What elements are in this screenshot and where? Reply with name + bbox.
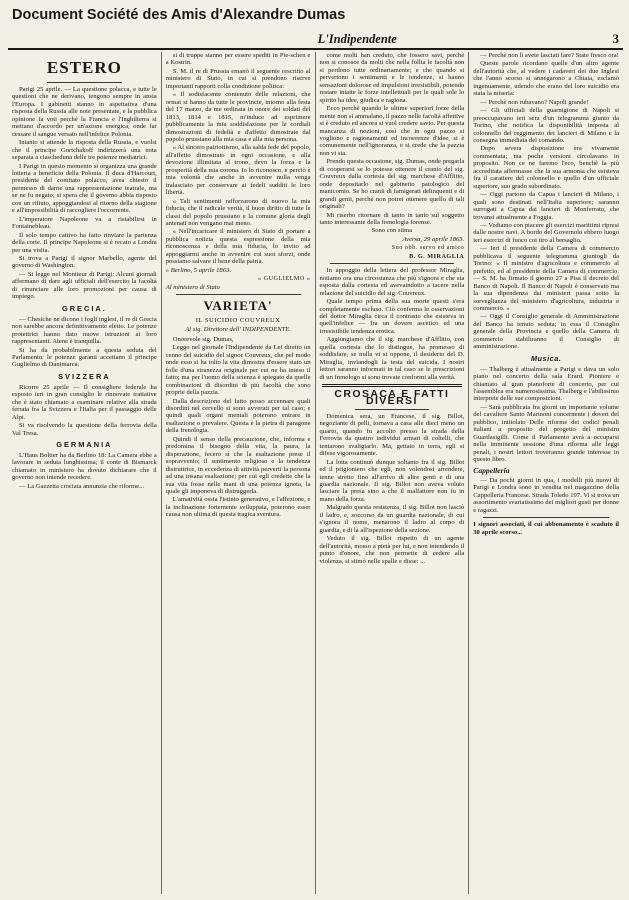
signature-subtitle: Al ministero di Stato <box>165 283 220 291</box>
paragraph: La lotta continuò dunque soltanto fra il sig. Billot ed il prigioniero che egli, non volendosi arrendere, tenne stretto fino all'arrivo di altre genti e di una guardia nazionale. Il sig. Billot non aveva voluto lasciare la presa sino a che il malfattore non fu in mano della forza. <box>319 458 465 503</box>
paragraph: L'imperatore Napoleone va a ristabilirsi in Fontainebleau. <box>12 215 157 231</box>
paragraph: « Al sincero patriottismo, alla salda fede del popolo, all'affetto dimostrato in ogni occasione, e alla devozione illimitata al trono, devo la forza e la prosperità della mia corona. Io lo riconosco, e perciò è mia volontà che anche in avvenire nulla venga tralasciato per conservare ai fedeli sudditi le loro libertà. <box>165 144 311 197</box>
dateline: Aversa, 29 aprile 1863. <box>402 235 465 243</box>
paragraph: In appoggio della lettera del professor Miraglia, notiamo ora una circostanza che più s'ignora e che sta esposta dalla cortesia ed avevaindotto a tacere nella relazione del suicidio del sig. Couvreux. <box>319 267 465 297</box>
paragraph: — Ieri il presidente della Camera di commercio pubblicava il seguente telegramma giuntogli da Torino: « Il ministro d'agricoltura e commercio al prefetto, ed al presidente della Camera di commercio. — S. M. ha firmato il giorno 27 a Pisa il decreto del Banco di Napoli. Il Banco di Napoli è conservato ma la sua dipendenza dai ministeri passa sotto la sorveglianza del ministero d'agricoltura, industria e commercio. » <box>473 245 619 312</box>
document-header <box>8 0 623 30</box>
newspaper-title: L'Indipendente <box>317 31 397 46</box>
page-number: 3 <box>612 31 619 46</box>
paragraph: — Oggi partono da Capua i lancieri di Milano, i quali sono destinati nell'Italia superiore; saranno surrogati a Capua dai lancieri di Monferrato, che trovansi attualmente a Foggia. <box>473 191 619 221</box>
paragraph: — La Gazzetta crociata annunzia che riforme... <box>19 482 145 490</box>
paragraph: Dopo severa disposizione era vivamente commentata; ma poche versioni circolavano in proposito. Non ce ne faremo l'eco, benchè la più accreditata affermasse che la sua armonia che esisteva fra il carattere del colonnello e quello d'un ufficiale superiore, suo grado subordinato. <box>473 145 619 190</box>
paragraph: come molti han creduto, che fossero savi, perchè non si conosce da molti che nella follia le facoltà non si perdono tutte ordinariamente; e che quando si pervertono i sentimenti e le tendenze, si hanno sensazioni dolorose ed impulsioni irresistibili, potendo restare intatte le forze intellettuali per le quali sole lo spirito ha idee, giudica e ragiona. <box>319 52 465 104</box>
section-title-musica: Musica. <box>530 353 562 363</box>
paragraph: Veduto il sig. Billot rispetto di un agente dell'autorità, mosso a pietà per lui, e non intendendo il punto d'onore, che non permette di cedere alla violenza, si stimò nelle spalle e disse: ... <box>319 535 465 565</box>
paragraph: Dalla descrizione del fatto posso accennare quali disordini nel cervello si sono avverati per tal caso; e quindi quali organi mentali poterono entrare in esaltazione o prevalere. Questa è la pietra di paragone della frenologia. <box>165 397 311 435</box>
paragraph: — Vediamo con piacere gli esercizi marittimi ripresi dalle nostre navi. A bordo del Governolo ebbero luogo ieri esercizi di fuoco coi tiro al bersaglio. <box>473 221 619 244</box>
paragraph: Si trova a Parigi il signor Marbello, agente del governo di Washington. <box>12 254 157 270</box>
section-title-cappelleria: Cappelleria <box>473 465 510 475</box>
paragraph: — Perchè non lì avete lasciati fare? State fresco ora! <box>480 52 619 59</box>
paragraph: S. M. il re di Prussia emanò il seguente rescritto al ministero di Stato, in cui si prendono riserve importanti rapporti colla condizione politica: <box>165 67 311 90</box>
paragraph: « Tali sentimenti rafforzarono di nuovo la mia fiducia, che il radicale verità, il buon diritto di tutte le classi del popolo prussiano e la comune gloria degli antenati non vengano mai meno. <box>165 197 311 227</box>
signature: « GUGLIELMO » <box>257 275 311 283</box>
paragraph: — Perchè non rubavano? Napoli grande! <box>480 98 589 106</box>
column-3 <box>316 52 470 894</box>
section-title-cronaca: CROSACA E FATTI DIVERSI <box>334 388 450 408</box>
paragraph: si di truppe stanno per essere spediti in Pie-schen e a Kostrin. <box>165 52 311 67</box>
section-title-svizzera: SVIZZERA <box>58 371 111 381</box>
section-title-grecia: GRECIA. <box>61 303 107 313</box>
divider <box>330 263 455 264</box>
column-2 <box>162 52 316 894</box>
paragraph: Prendo questa occasione, sig. Dumas, onde pregarla di cooperarsi se lo potesse ottenere il cranio del sig. Couvreux dalla cortesia del sig. marchese d'Afflitto, onde depositarlo nel gabinetto patologico del manicomio. Se ho cranii di famigerati delinquenti e di grandi genii, perchè non potrei ottenere quello di tali originali? <box>319 158 465 211</box>
divider <box>355 409 430 410</box>
closing: Sono con stima <box>371 227 413 235</box>
section-title-varieta: VARIETA' <box>203 298 273 314</box>
divider <box>47 82 122 83</box>
article-address: Al sig. Direttore dell' INDIPENDENTE. <box>185 325 291 333</box>
paragraph: « Il sodisfacente contenuto delle relazioni, che ormai si hanno da tutte le provincie, intorno alla festa del 17 marzo, da me ordinata in onore dei soldati del 1813, 1814 e 1815, m'induce ad esprimere pubblicamente la mia soddisfazione per le cordiali dimostrazioni di fedeltà e d'affetto dimostrate dal popolo prussiano alla mia casa e alla mia persona. <box>165 91 311 143</box>
paragraph: — Thalberg è attualmente a Parigi e dava un solo piano nel concerto della sala Erard. Pioniere e chiamato al gran pianoforte di concerto, per cui l'assemblea era numerosissima. Thalberg e l'abilissimo interprete delle sue composizioni. <box>473 365 619 403</box>
society-title: Document Société des Amis d'Alexandre Dumas <box>12 7 346 23</box>
closing-line: Suo obb. servo ed amico <box>391 244 465 252</box>
columns <box>8 52 623 894</box>
paragraph: — Si legge nel Moniteur di Parigi: Alcuni giornali affermano di dare agli ufficiali dell'esercito la facoltà di rinunciare alle loro promozioni per causa di impiego. <box>12 270 157 301</box>
salutation: Onorevole sig. Dumas, <box>172 335 234 343</box>
paragraph: L'amatività ossia l'istinto generativo, e l'affezione, e la inclinazione fortemente sviluppata, poterono esser causa non ultima di questa tragica sventura. <box>165 496 311 519</box>
paragraph: Leggo nel giornale l'Indipendente da Lei diretto un cenno del suicidio del signor Couvreux, che pel modo onde esso si ha tolto la vita dimostra d'essere stato un folle d'una stranezza originale per cui ne ha inteso il fatto; ma per l'uomo della scienza è spiegato da quelle combinazioni di disordini di più facoltà che sono proprie della pazzia. <box>165 344 311 397</box>
paragraph: Intanto si attende la risposta della Russia, e vuolsi che il principe Gortchakoff indirizzerà una nota separata a ciascheduna delle tre potenze mediatrici. <box>12 139 157 162</box>
divider <box>322 384 463 387</box>
paragraph: Si va risolvendo la questione della ferrovia della Val Tresa. <box>12 422 157 437</box>
paragraph: Mi riserbo ritornare di tanto in tanto sul soggetto tanto interessante della frenologia forense. <box>319 211 465 226</box>
paragraph: Il solo tempo cattivo ha fatto rinviare la partenza della corte. Il principe Napoleone si è recato a Londra per una visita. <box>12 231 157 254</box>
paragraph: « Nell'incaricare il ministero di Stato di portare a pubblica notizia questa espressione della mia riconoscenza e della mia fiducia, lo invito ad appoggiarmi anche in avvenire coi suoi sforzi, onde possiamo salvare il bene della patria. <box>165 228 311 266</box>
paragraph: Parigi 25 aprile. — La questione polacca, e tutte le questioni che ne derivano, tengono sempre in ansia l'Europa. I gabinetti stanno in aspettativa d'una risposta della Russia alle note presentate, e la pubblica opinione fa voti perchè la Francia e l'Inghilterra si mettano d'accordo per un'azione energica, onde far cessare il sangue versato nell'infelice Polonia. <box>12 86 157 138</box>
divider <box>176 294 301 295</box>
paragraph: — Gli ufficiali della guarnigione di Napoli si preoccupavano ieri sera d'un telegramma giunto da Torino, che notifica la disponibilità imposta al colonnello del reggimento dei lancieri di Milano e la consegna immediata del comando. <box>473 107 619 144</box>
subscription-notice: I signori associati, il cui abbonamento è scaduto il 30 aprile scorso... <box>473 521 619 536</box>
paragraph: I Parigi in questo momento si organizza una grande lotteria a beneficio della Polonia. Il duca d'Harcourt, presidente del comitato polacco, avea chiesto il permesso di darne una rappresentazione teatrale, ma se ne fu negato; si spera che il governo abbia risposto con un rifiuto, appoggiandosi al ritorno della stagione e all'impossibilità di raccogliere l'occorrente. <box>12 162 157 215</box>
paragraph: — Da pochi giorni in qua, i modelli più nuovi di Parigi e Londra sono in vendita nel magazzino della Cappelleria Francese. Strada Toledo 197. Vi si trova un assortimento svariatissimo dei migliori gusti per donne e ragazzi. <box>473 477 620 514</box>
paragraph: L'Haus Boltier ha da Berlino 18: La Camera ebbe a lavorare in seduta lunghissima; il conte di Bismarck chiamato in ministero ha dovuto dichiarare che il governo non intende recedere. <box>12 452 157 482</box>
paragraph: Ecco perchè quando le ultime superiori forze della mente non si ammalano, il pazzo nelle facoltà affettive si è creduto ed ancora si vuol credere savio. Per questa mancanza di nozioni, così che in ogni pazzo si vogliono e ragionamenti ed incoerenze d'idee, si è comunemente nell'ignoranza, e si crede che la pazzia non vi sia. <box>319 105 465 157</box>
masthead <box>8 30 623 50</box>
paragraph: Domenica sera, un Francese, il sig. Billot, negoziante di pelli, tornava a casa alle dieci meno un quarto, quando fu accolto presso la strada della Ferrovia da quattro individui armati di coltelli, che tentarono svaligiarlo. Ma, gettato in terra, egli si difese vigorosamente. <box>319 412 465 458</box>
paragraph: Queste parole ricordano quelle d'un altro agente dell'autorità che, al vedere i cadaveri dei due Inglesi che l'anno scorso si annegarono a Chiaia, esclamò ingenuamente, udendo che erano del loro suicidio era stata la miseria: <box>473 60 619 98</box>
paragraph: Si ha da probabilmente a questa seduta del Parlamento: le potenze garanti accettano il principe Guglielmo di Danimarca. <box>12 346 157 369</box>
column-1 <box>8 52 162 894</box>
paragraph: Quale tempo prima della sua morte questi s'era completamente escluso. Ciò conferma le osservazioni del dottor Miraglia circa il contrasto che esisteva in quell'infelice — fra un dovere ascetico ed una irresistibile tendenza erotica. <box>319 298 465 335</box>
paragraph: Malgrado questa resistenza, il sig. Billot non lasciò il ladro, e, soccorso da un guardia nazionale, di cui s'ignora il nome, menarono il ladro al corpo di guardia, e di là all'ispezione della sezione. <box>319 504 465 534</box>
paragraph: Ricorre 25 aprile — Il consigliere federale ha esposto ieri in gran consiglio le rinnovate trattative che è stato chiamato a esaminare relative alla strada ferrata fra la Svizzera e l'Italia per il passaggio delle Alpi. <box>12 383 157 421</box>
paragraph: — Oggi il Consiglio generale di Amministrazione del Banco ha tenuto seduta; in essa il Consiglio generale della Provincia e quello della Camera di commercio stabiliranno il Consiglio di amministrazione. <box>473 313 619 351</box>
paragraph: Quindi il senso della precauzione, che, informa e predomina il bisogno della vita, la paura, la disperazione, fecero sì che la esaltazione prese il sopravvento; il sentimento religioso e la tendenza distruttrice, in eccedenza di attività perverti la persona ad una insana esaltazione; per cui egli credette che la sua vita fosse nelle mani di una potenza ignota, la quale gli imponeva di distruggerla. <box>165 435 311 496</box>
paragraph: Aggiungiamo che il sig. marchese d'Afflitto, con quella cortesia che lo distingue, ha promesso di soddisfare, se nulla vi si oppone, il desiderio del D. Miraglia, inviandogli la testa del suicida. I nostri lettori saranno informati in tal caso se le prescrizioni di un frenologo si sono trovate conformi alla verità. <box>319 336 465 381</box>
section-title-germania: GERMANIA <box>56 440 113 450</box>
dateline: « Berlino, 5 aprile 1863. <box>165 266 231 274</box>
paragraph: — Sarà pubblicata fra giorni un importante volume del cavaliere Santo Marinoni concernente i doveri del pubblico, intitolato Delle riforme dei codici penali italiani a proposito del progetto del ministro Guardasigilli. Come il Parlamento avrà a occuparsi nella imminente sessione d'una riforma alle leggi penali, i nostri lettori troveranno grande interesse in questo libro. <box>473 403 619 464</box>
column-4 <box>469 52 623 894</box>
article-subtitle: IL SUICIDIO COUVREUX <box>195 317 281 325</box>
paragraph: — Chesiche ne dicono i fogli inglesi, il re di Grecia non sarebbe ancora definitivamente eletto. Le potenze protettrici hanno dato nuove istruzioni ai loro rappresentanti. Atene è tranquilla. <box>12 315 157 346</box>
signature: B. G. MIRAGLIA <box>409 252 465 260</box>
divider <box>483 517 609 518</box>
section-title-estero: ESTERO <box>46 58 122 77</box>
